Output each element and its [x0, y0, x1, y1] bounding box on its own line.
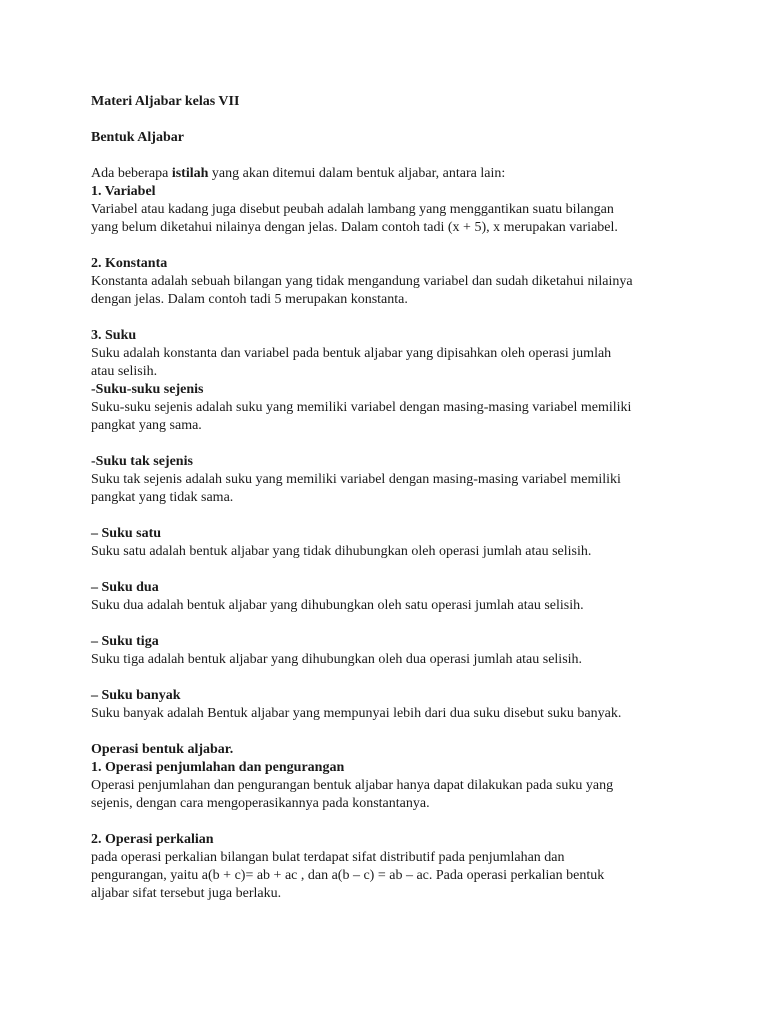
- heading-suku-tak-sejenis: -Suku tak sejenis: [91, 454, 193, 469]
- paragraph-line: aljabar sifat tersebut juga berlaku.: [91, 886, 282, 901]
- intro-paragraph: [91, 165, 505, 183]
- paragraph-line: dengan jelas. Dalam contoh tadi 5 merupakan konstanta.: [91, 292, 408, 307]
- paragraph-line: Konstanta adalah sebuah bilangan yang tidak mengandung variabel dan sudah diketahui nilainya: [91, 274, 633, 289]
- heading-suku-tiga: – Suku tiga: [91, 634, 159, 649]
- paragraph-line: Suku adalah konstanta dan variabel pada bentuk aljabar yang dipisahkan oleh operasi jumlah: [91, 346, 612, 361]
- heading-suku-sejenis: -Suku-suku sejenis: [91, 382, 204, 397]
- heading-suku: 3. Suku: [91, 328, 137, 343]
- paragraph-line: Operasi penjumlahan dan pengurangan bentuk aljabar hanya dapat dilakukan pada suku yang: [91, 778, 614, 793]
- paragraph-line: pangkat yang sama.: [91, 418, 202, 433]
- paragraph-line: atau selisih.: [91, 364, 158, 379]
- heading-variabel: 1. Variabel: [91, 184, 156, 199]
- paragraph-line: Suku-suku sejenis adalah suku yang memiliki variabel dengan masing-masing variabel memiliki: [91, 400, 632, 415]
- paragraph-line: Suku dua adalah bentuk aljabar yang dihubungkan oleh satu operasi jumlah atau selisih.: [91, 598, 584, 613]
- paragraph-line: pada operasi perkalian bilangan bulat terdapat sifat distributif pada penjumlahan dan: [91, 850, 565, 865]
- paragraph-line: sejenis, dengan cara mengoperasikannya pada konstantanya.: [91, 796, 430, 811]
- intro-text-pre: Ada beberapa: [91, 166, 172, 181]
- subheading-perkalian: 2. Operasi perkalian: [91, 832, 214, 847]
- paragraph-line: pangkat yang tidak sama.: [91, 490, 234, 505]
- paragraph-line: yang belum diketahui nilainya dengan jelas. Dalam contoh tadi (x + 5), x merupakan variabel.: [91, 220, 618, 235]
- subheading-penjumlahan: 1. Operasi penjumlahan dan pengurangan: [91, 760, 345, 775]
- intro-text-post: yang akan ditemui dalam bentuk aljabar, antara lain:: [208, 166, 506, 181]
- heading-suku-satu: – Suku satu: [91, 526, 162, 541]
- paragraph-line: Suku tak sejenis adalah suku yang memiliki variabel dengan masing-masing variabel memiliki: [91, 472, 621, 487]
- section-title-bentuk-aljabar: Bentuk Aljabar: [91, 130, 184, 145]
- paragraph-line: Suku satu adalah bentuk aljabar yang tidak dihubungkan oleh operasi jumlah atau selisih.: [91, 544, 592, 559]
- paragraph-line: Suku tiga adalah bentuk aljabar yang dihubungkan oleh dua operasi jumlah atau selisih.: [91, 652, 583, 667]
- document-title: Materi Aljabar kelas VII: [91, 94, 240, 109]
- heading-operasi: Operasi bentuk aljabar.: [91, 742, 234, 757]
- heading-suku-banyak: – Suku banyak: [91, 688, 181, 703]
- heading-suku-dua: – Suku dua: [91, 580, 159, 595]
- paragraph-line: Variabel atau kadang juga disebut peubah adalah lambang yang menggantikan suatu bilangan: [91, 202, 614, 217]
- heading-konstanta: 2. Konstanta: [91, 256, 168, 271]
- paragraph-line: Suku banyak adalah Bentuk aljabar yang mempunyai lebih dari dua suku disebut suku banyak.: [91, 706, 622, 721]
- intro-text-bold: istilah: [171, 166, 209, 181]
- paragraph-line: pengurangan, yaitu a(b + c)= ab + ac , dan a(b – c) = ab – ac. Pada operasi perkalian bentuk: [91, 868, 605, 883]
